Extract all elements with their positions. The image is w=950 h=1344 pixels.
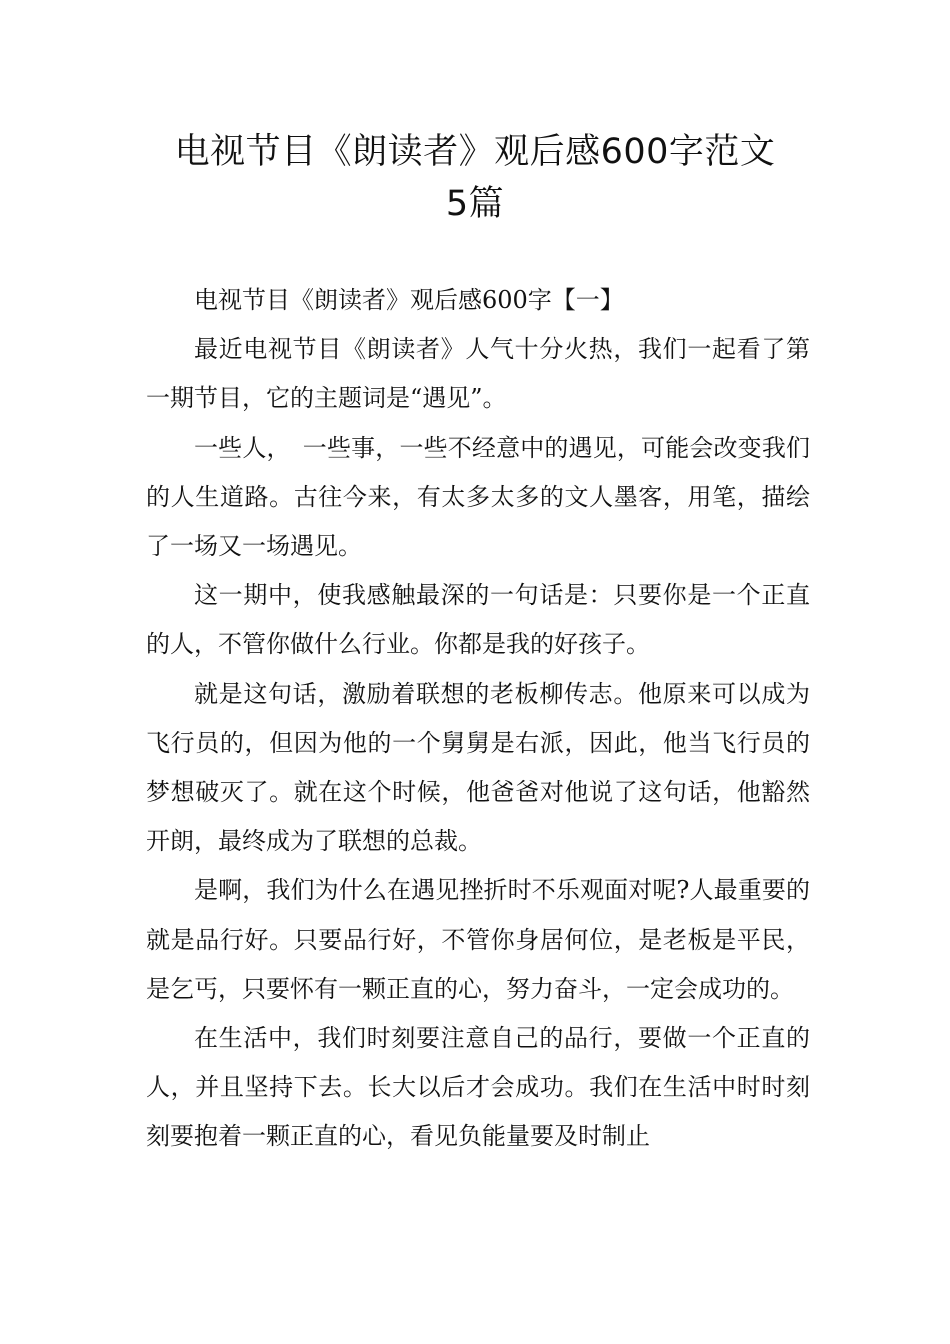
paragraph: 一些人， 一些事，一些不经意中的遇见，可能会改变我们的人生道路。古往今来，有太多太多的文人墨客，用笔，描绘了一场又一场遇见。 [146,433,810,561]
document-title [120,126,830,230]
paragraph: 在生活中，我们时刻要注意自己的品行，要做一个正直的人，并且坚持下去。长大以后才会成功。我们在生活中时时刻刻要抱着一颗正直的心，看见负能量要及时制止 [146,1024,810,1151]
title-line-1: 电视节目《朗读者》观后感600字范文 [174,132,776,172]
paragraph: 是啊，我们为什么在遇见挫折时不乐观面对呢?人最重要的就是品行好。只要品行好，不管你身居何位，是老板是平民，是乞丐，只要怀有一颗正直的心，努力奋斗，一定会成功的。 [146,876,810,1003]
document-body [146,276,810,1162]
title-line-2: 5篇 [445,184,505,224]
paragraph: 就是这句话，激励着联想的老板柳传志。他原来可以成为飞行员的，但因为他的一个舅舅是右派，因此，他当飞行员的梦想破灭了。就在这个时候，他爸爸对他说了这句话，他豁然开朗，最终成为了联想的总裁。 [146,679,810,856]
section-heading: 电视节目《朗读者》观后感600字【一】 [194,286,624,314]
paragraph: 最近电视节目《朗读者》人气十分火热，我们一起看了第一期节目，它的主题词是“遇见”。 [146,335,810,413]
paragraph: 这一期中，使我感触最深的一句话是：只要你是一个正直的人，不管你做什么行业。你都是我的好孩子。 [146,581,810,659]
